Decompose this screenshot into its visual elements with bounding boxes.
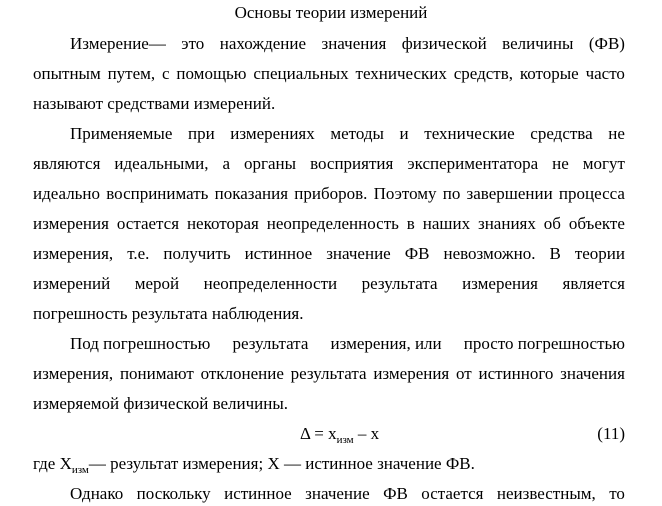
word: технические bbox=[424, 124, 515, 143]
word: остается bbox=[421, 484, 484, 503]
word: поскольку bbox=[136, 484, 211, 503]
word: (ФВ) bbox=[588, 34, 625, 53]
formula-rhs: – x bbox=[353, 424, 380, 443]
word: не bbox=[552, 154, 569, 173]
word: средства bbox=[530, 124, 593, 143]
word: Однако bbox=[70, 484, 124, 503]
paragraph-1-line-1 bbox=[70, 34, 625, 54]
formula-subscript: изм bbox=[336, 434, 354, 446]
word: Измерение— bbox=[70, 34, 166, 53]
word: мерой bbox=[134, 274, 180, 293]
word: истинное bbox=[224, 484, 292, 503]
paragraph-3-line-3: измеряемой физической величины. bbox=[33, 394, 289, 413]
word: путем, bbox=[107, 64, 156, 83]
word: понимают bbox=[119, 364, 194, 383]
word: то bbox=[609, 484, 625, 503]
word: физической bbox=[401, 34, 487, 53]
word: результата bbox=[290, 364, 367, 383]
paragraph-1-line-2 bbox=[33, 64, 625, 84]
explanation-subscript: изм bbox=[71, 464, 89, 476]
word: величины bbox=[502, 34, 574, 53]
word: измерения, или bbox=[330, 334, 442, 353]
error-formula bbox=[300, 424, 379, 444]
word: от bbox=[456, 364, 472, 383]
word: Поэтому bbox=[373, 184, 437, 203]
explanation-rest: — результат измерения; X — истинное значение ФВ. bbox=[88, 454, 475, 473]
paragraph-1-line-3: называют средствами измерений. bbox=[33, 94, 276, 113]
word: опытным bbox=[33, 64, 101, 83]
formula-explanation bbox=[33, 454, 625, 474]
paragraph-2-line-4 bbox=[33, 214, 625, 234]
word: по bbox=[442, 184, 461, 203]
word: значения bbox=[321, 34, 387, 53]
word: ФВ bbox=[404, 244, 430, 263]
word: которые bbox=[519, 64, 579, 83]
word: значение bbox=[305, 484, 370, 503]
paragraph-4-line-1 bbox=[70, 484, 625, 504]
word: неопределенности bbox=[203, 274, 338, 293]
word: идеальными, bbox=[114, 154, 209, 173]
word: при bbox=[187, 124, 215, 143]
word: истинное bbox=[244, 244, 313, 263]
word: значения bbox=[560, 364, 625, 383]
word: получить bbox=[163, 244, 231, 263]
paragraph-2-line-3 bbox=[33, 184, 625, 204]
word: измерения, bbox=[33, 364, 114, 383]
word: экспериментатора bbox=[407, 154, 539, 173]
word: показания bbox=[214, 184, 289, 203]
word: об bbox=[543, 214, 561, 233]
word: процесса bbox=[558, 184, 625, 203]
word: некоторая bbox=[186, 214, 259, 233]
word: измерения bbox=[33, 214, 109, 233]
word: органы bbox=[244, 154, 297, 173]
word: наших bbox=[422, 214, 471, 233]
word: теории bbox=[574, 244, 625, 263]
word: невозможно. bbox=[443, 244, 536, 263]
word: измерения, bbox=[33, 244, 114, 263]
word: результата bbox=[232, 334, 309, 353]
word: а bbox=[222, 154, 231, 173]
explanation-prefix: где X bbox=[33, 454, 72, 473]
word: воспринимать bbox=[106, 184, 209, 203]
word: это bbox=[181, 34, 205, 53]
paragraph-3-line-1 bbox=[70, 334, 625, 354]
word: в bbox=[406, 214, 415, 233]
word: являются bbox=[33, 154, 101, 173]
word: часто bbox=[585, 64, 625, 83]
word: Под погрешностью bbox=[70, 334, 211, 353]
word: истинного bbox=[478, 364, 554, 383]
word: измерения bbox=[373, 364, 450, 383]
word: нахождение bbox=[219, 34, 307, 53]
word: восприятия bbox=[310, 154, 394, 173]
paragraph-2-line-5 bbox=[33, 244, 625, 264]
word: могут bbox=[582, 154, 625, 173]
paragraph-2-line-6 bbox=[33, 274, 625, 294]
word: технических bbox=[355, 64, 447, 83]
word: средств, bbox=[453, 64, 514, 83]
word: Применяемые bbox=[70, 124, 173, 143]
word: является bbox=[562, 274, 625, 293]
paragraph-2-line-7: погрешность результата наблюдения. bbox=[33, 304, 304, 323]
word: помощью bbox=[176, 64, 247, 83]
word: идеально bbox=[33, 184, 101, 203]
word: специальных bbox=[253, 64, 349, 83]
page-title: Основы теории измерений bbox=[234, 3, 428, 22]
word: В bbox=[549, 244, 561, 263]
word: приборов. bbox=[294, 184, 368, 203]
word: методы bbox=[330, 124, 384, 143]
word: измерениях bbox=[230, 124, 315, 143]
word: знаниях bbox=[477, 214, 536, 233]
word: ФВ bbox=[383, 484, 408, 503]
paragraph-2-line-2 bbox=[33, 154, 625, 174]
word: т.е. bbox=[127, 244, 150, 263]
word: просто погрешностью bbox=[463, 334, 625, 353]
word: и bbox=[399, 124, 409, 143]
word: завершении bbox=[466, 184, 553, 203]
paragraph-2-line-1 bbox=[70, 124, 625, 144]
word: не bbox=[608, 124, 625, 143]
paragraph-3-line-2 bbox=[33, 364, 625, 384]
word: остается bbox=[116, 214, 180, 233]
word: отклонение bbox=[200, 364, 284, 383]
formula-lhs: Δ = x bbox=[300, 424, 337, 443]
word: значение bbox=[326, 244, 391, 263]
word: объекте bbox=[568, 214, 625, 233]
word: результата bbox=[361, 274, 438, 293]
word: измерения bbox=[462, 274, 538, 293]
word: неопределенность bbox=[266, 214, 399, 233]
word: неизвестным, bbox=[496, 484, 596, 503]
word: с bbox=[162, 64, 170, 83]
equation-number: (11) bbox=[597, 424, 625, 443]
word: измерений bbox=[33, 274, 111, 293]
